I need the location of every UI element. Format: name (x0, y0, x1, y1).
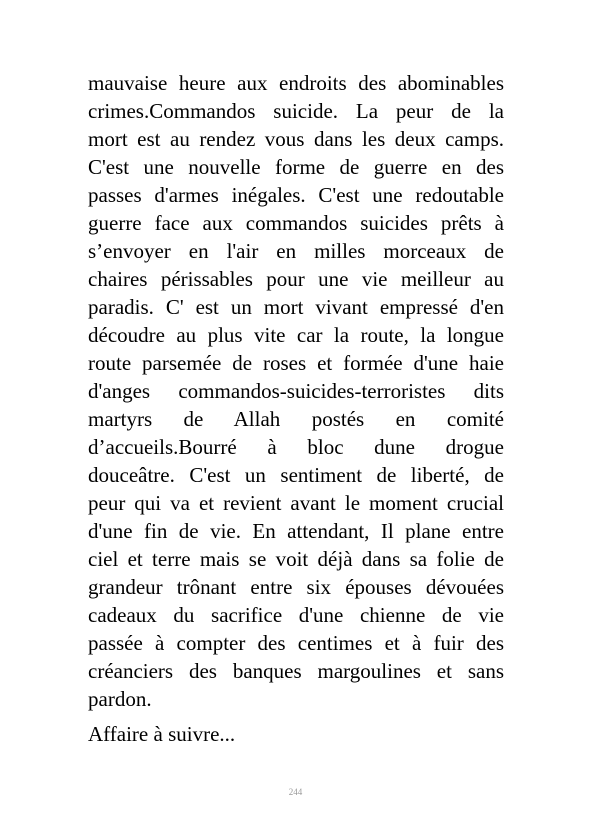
text-line: cadeaux du sacrifice d'une chienne de vie (88, 603, 504, 627)
body-paragraph (88, 69, 504, 713)
text-line: ciel et terre mais se voit déjà dans sa folie de (88, 547, 504, 571)
closing-line: Affaire à suivre... (88, 722, 236, 746)
text-line: d'anges commandos-suicides-terroristes dits (88, 379, 504, 403)
text-line: C'est une nouvelle forme de guerre en des (88, 155, 504, 179)
text-line: découdre au plus vite car la route, la longue (88, 323, 504, 347)
text-line: paradis. C' est un mort vivant empressé d'en (88, 295, 504, 319)
text-line: douceâtre. C'est un sentiment de liberté, de (88, 463, 504, 487)
text-line: chaires périssables pour une vie meilleur au (88, 267, 504, 291)
text-line: crimes.Commandos suicide. La peur de la (88, 99, 504, 123)
text-line: peur qui va et revient avant le moment crucial (88, 491, 504, 515)
text-line: d'une fin de vie. En attendant, Il plane entre (88, 519, 504, 543)
text-line: route parsemée de roses et formée d'une haie (88, 351, 504, 375)
page-number: 244 (288, 787, 303, 797)
text-line: s’envoyer en l'air en milles morceaux de (88, 239, 504, 263)
text-line: d’accueils.Bourré à bloc dune drogue (88, 435, 504, 459)
text-line: martyrs de Allah postés en comité (88, 407, 504, 431)
text-line: grandeur trônant entre six épouses dévouées (88, 575, 504, 599)
text-line: passes d'armes inégales. C'est une redoutable (88, 183, 504, 207)
text-line: pardon. (88, 687, 152, 711)
text-line: créanciers des banques margoulines et sans (88, 659, 504, 683)
text-line: guerre face aux commandos suicides prêts à (88, 211, 504, 235)
text-line: passée à compter des centimes et à fuir des (88, 631, 504, 655)
text-line: mauvaise heure aux endroits des abominables (88, 71, 504, 95)
text-line: mort est au rendez vous dans les deux camps. (88, 127, 504, 151)
